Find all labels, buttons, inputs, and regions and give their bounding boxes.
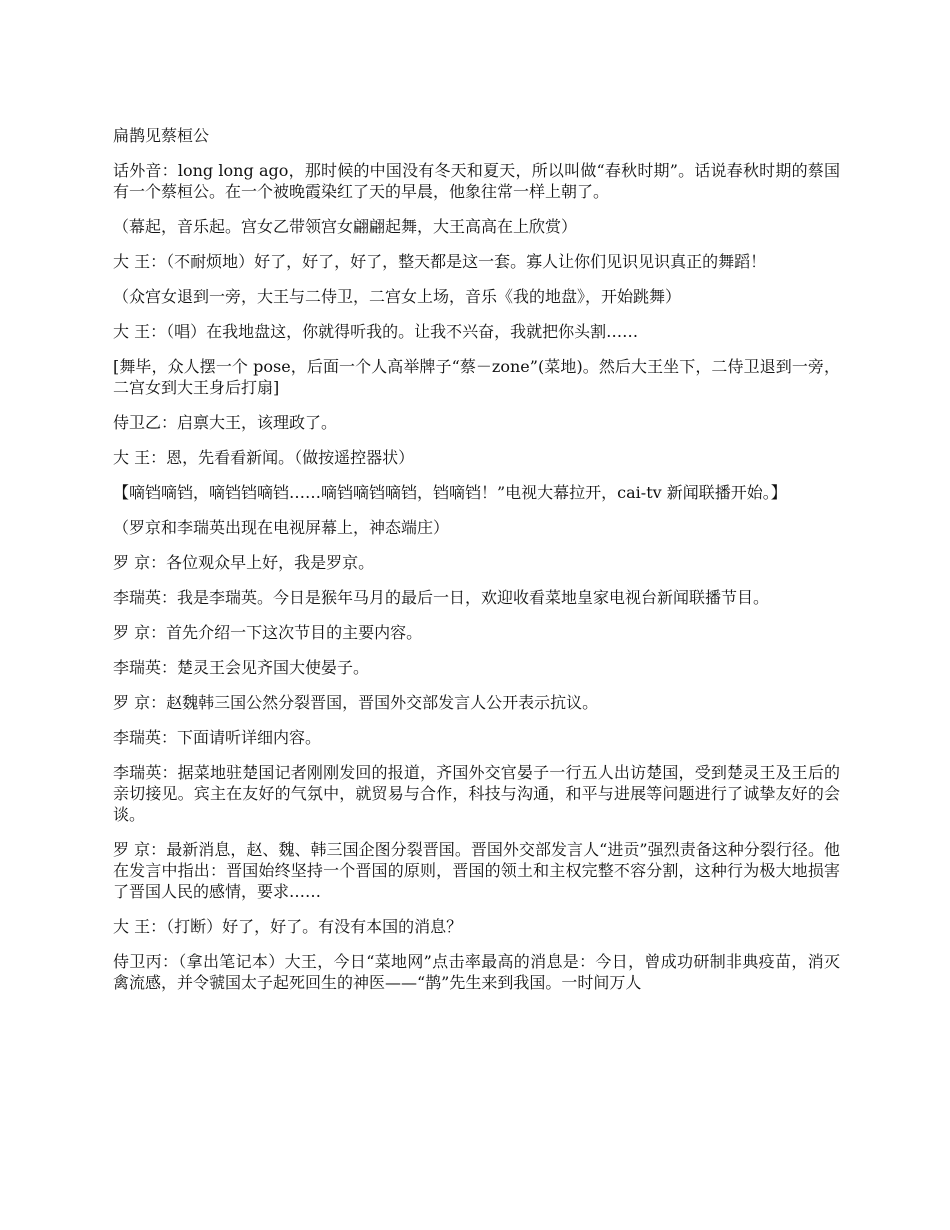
paragraph-sound-effect: 【嘀铛嘀铛，嘀铛铛嘀铛……嘀铛嘀铛嘀铛，铛嘀铛！”电视大幕拉开，cai-tv 新闻联播开始。】 — [113, 483, 787, 502]
paragraph-dialogue: 李瑞英：据菜地驻楚国记者刚刚发回的报道，齐国外交官晏子一行五人出访楚国，受到楚灵王及王后的亲切接见。宾主在友好的气氛中，就贸易与合作，科技与沟通，和平与进展等问题进行了诚挚友好的会谈。 — [113, 763, 840, 824]
paragraph-stage-direction: （幕起，音乐起。宫女乙带领宫女翩翩起舞，大王高高在上欣赏） — [113, 217, 578, 236]
document-title: 扁鹊见蔡桓公 — [113, 126, 210, 145]
paragraph-dialogue: 大 王：（不耐烦地）好了，好了，好了，整天都是这一套。寡人让你们见识见识真正的舞蹈！ — [113, 252, 767, 271]
paragraph-stage-direction: （众宫女退到一旁，大王与二侍卫，二宫女上场，音乐《我的地盘》，开始跳舞） — [113, 287, 682, 306]
paragraph-dialogue: 大 王：恩，先看看新闻。（做按遥控器状） — [113, 448, 415, 467]
paragraph-dialogue: 李瑞英：我是李瑞英。今日是猴年马月的最后一日，欢迎收看菜地皇家电视台新闻联播节目。 — [113, 588, 770, 607]
paragraph-dialogue: 罗 京：首先介绍一下这次节目的主要内容。 — [113, 623, 423, 642]
paragraph-dialogue: 李瑞英：下面请听详细内容。 — [113, 728, 322, 747]
paragraph-dialogue: 罗 京：各位观众早上好，我是罗京。 — [113, 553, 375, 572]
paragraph-dialogue: 大 王：（打断）好了，好了。有没有本国的消息？ — [113, 917, 463, 936]
paragraph-dialogue: 大 王：（唱）在我地盘这，你就得听我的。让我不兴奋，我就把你头割…… — [113, 322, 639, 341]
paragraph-stage-direction: （罗京和李瑞英出现在电视屏幕上，神态端庄） — [113, 518, 450, 537]
paragraph-dialogue: 罗 京：最新消息，赵、魏、韩三国企图分裂晋国。晋国外交部发言人“进贡”强烈责备这种分裂行径。他在发言中指出：晋国始终坚持一个晋国的原则，晋国的领土和主权完整不容分割，这种行为极大地损害了晋国人民的感情，要求…… — [113, 840, 840, 901]
paragraph-dialogue: 侍卫乙：启禀大王，该理政了。 — [113, 413, 338, 432]
paragraph-dialogue: 罗 京：赵魏韩三国公然分裂晋国，晋国外交部发言人公开表示抗议。 — [113, 693, 599, 712]
paragraph-dialogue: 李瑞英：楚灵王会见齐国大使晏子。 — [113, 658, 370, 677]
document-page — [113, 125, 840, 1007]
paragraph-narration: 话外音：long long ago，那时候的中国没有冬天和夏天，所以叫做“春秋时期”。话说春秋时期的蔡国有一个蔡桓公。在一个被晚霞染红了天的早晨，他象往常一样上朝了。 — [113, 161, 840, 201]
paragraph-stage-direction: [舞毕，众人摆一个 pose，后面一个人高举牌子“蔡－zone”(菜地)。然后大王坐下，二侍卫退到一旁，二宫女到大王身后打扇] — [113, 357, 840, 397]
paragraph-dialogue: 侍卫丙：（拿出笔记本）大王，今日“菜地网”点击率最高的消息是：今日，曾成功研制非典疫苗，消灭禽流感，并令虢国太子起死回生的神医——“鹊”先生来到我国。一时间万人 — [113, 952, 840, 992]
